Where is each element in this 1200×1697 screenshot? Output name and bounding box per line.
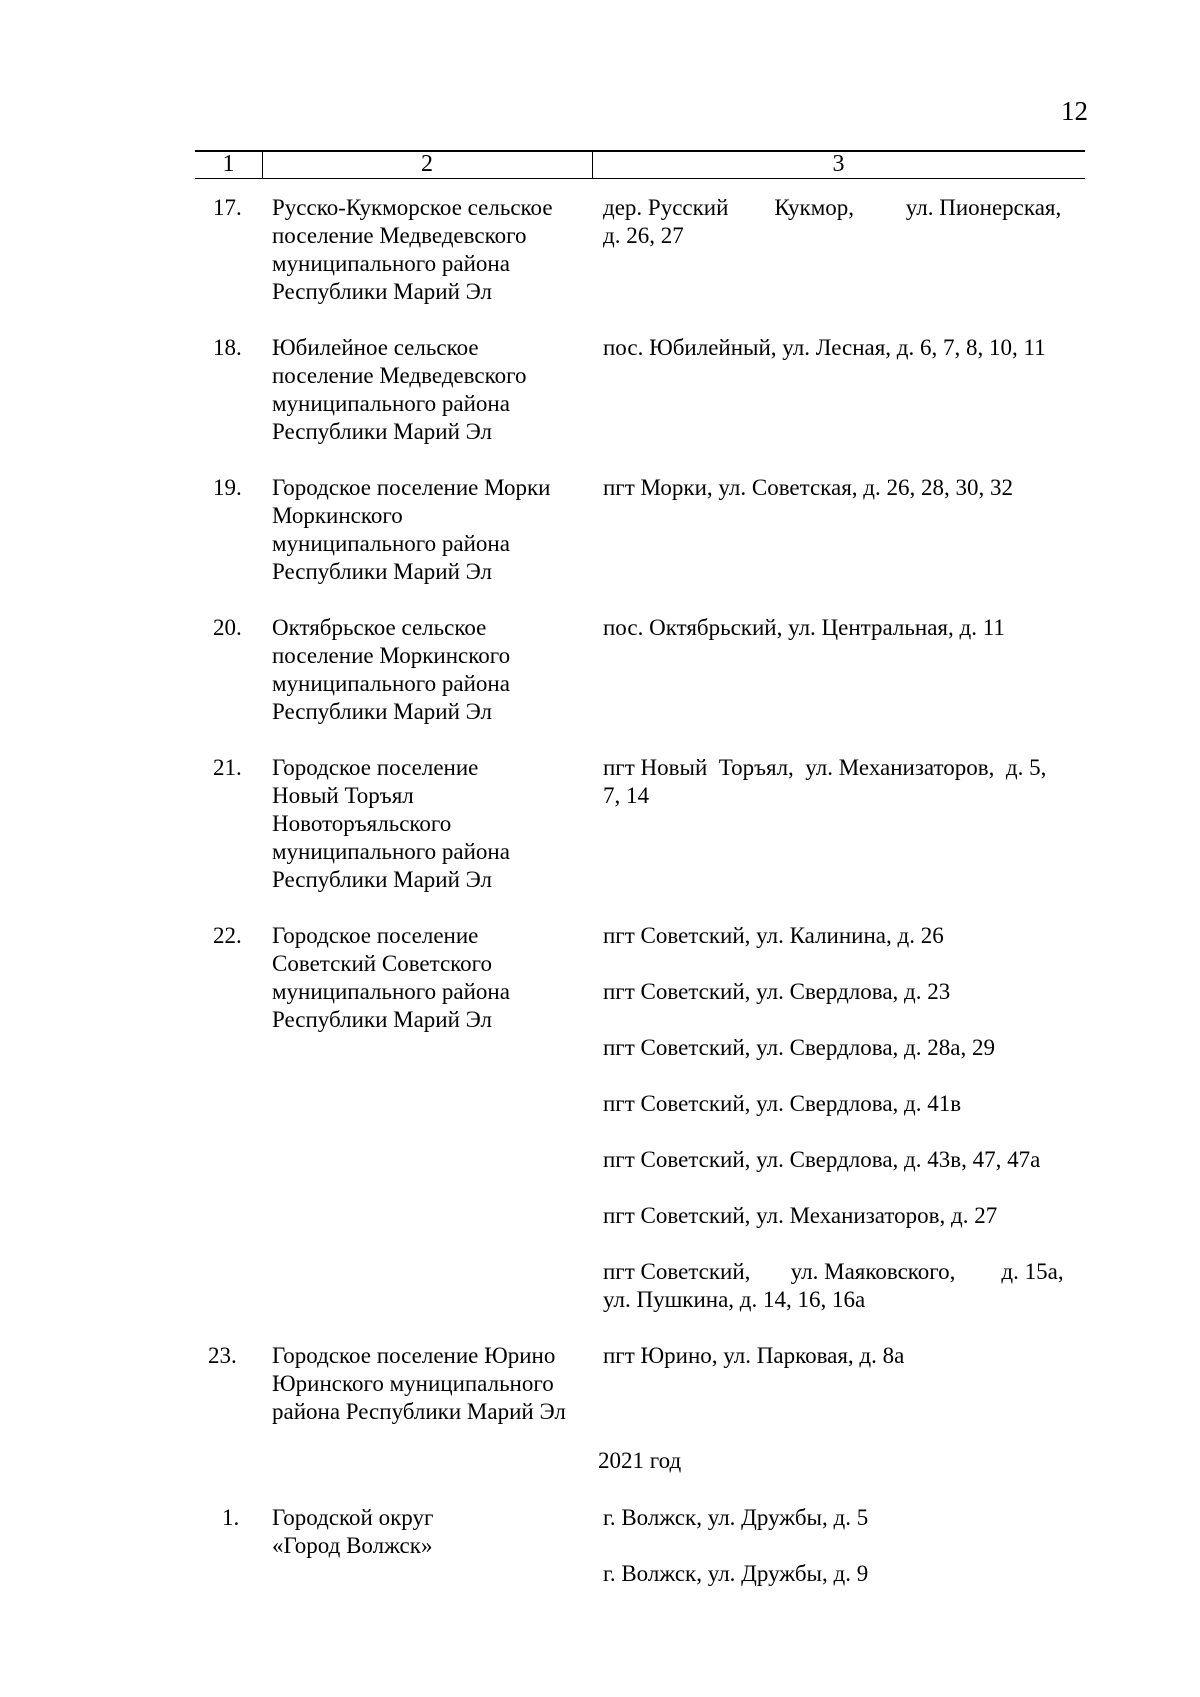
name-line: Городское поселение Морки — [272, 475, 551, 500]
settlement-name — [272, 1504, 592, 1560]
address-line: дер. Русский Кукмор, ул. Пионерская, — [603, 195, 1062, 220]
row-number: 22. — [213, 923, 242, 948]
address: пгт Юрино, ул. Парковая, д. 8а — [603, 1343, 905, 1368]
name-line: Русско-Кукморское сельское — [272, 195, 553, 220]
name-line: района Республики Марий Эл — [272, 1399, 566, 1424]
name-line: Новый Торъял — [272, 783, 414, 808]
settlement-name — [272, 614, 592, 726]
name-line: муниципального района — [272, 251, 510, 276]
address: пгт Советский, ул. Калинина, д. 26 — [603, 923, 944, 948]
settlement-name — [272, 922, 592, 1034]
address — [603, 754, 1083, 810]
name-line: поселение Моркинского — [272, 643, 511, 668]
name-line: Республики Марий Эл — [272, 419, 493, 444]
row-number: 17. — [213, 195, 242, 220]
name-line: Республики Марий Эл — [272, 699, 493, 724]
row-number: 1. — [222, 1505, 240, 1530]
name-line: Городское поселение — [272, 923, 479, 948]
address: пгт Морки, ул. Советская, д. 26, 28, 30, 32 — [603, 475, 1014, 500]
row-number: 20. — [213, 615, 242, 640]
page-number: 12 — [1061, 96, 1088, 126]
name-line: «Город Волжск» — [272, 1533, 433, 1558]
name-line: Моркинского — [272, 503, 403, 528]
name-line: Республики Марий Эл — [272, 559, 493, 584]
name-line: Октябрьское сельское — [272, 615, 487, 640]
settlement-name — [272, 334, 592, 446]
name-line: муниципального района — [272, 979, 510, 1004]
name-line: Городское поселение Юрино — [272, 1343, 556, 1368]
row-number: 18. — [213, 335, 242, 360]
name-line: Юбилейное сельское — [272, 335, 479, 360]
row-number: 23. — [208, 1343, 237, 1368]
name-line: Республики Марий Эл — [272, 867, 493, 892]
address: пгт Советский, ул. Свердлова, д. 23 — [603, 979, 951, 1004]
address: пос. Юбилейный, ул. Лесная, д. 6, 7, 8, 10, 11 — [603, 335, 1046, 360]
name-line: муниципального района — [272, 391, 510, 416]
name-line: муниципального района — [272, 671, 510, 696]
address: пгт Советский, ул. Свердлова, д. 41в — [603, 1091, 962, 1116]
settlement-name — [272, 1342, 592, 1426]
name-line: Республики Марий Эл — [272, 279, 493, 304]
address-line: д. 26, 27 — [603, 223, 684, 248]
settlement-name — [272, 194, 592, 306]
address: г. Волжск, ул. Дружбы, д. 5 — [603, 1505, 869, 1530]
name-line: Республики Марий Эл — [272, 1007, 493, 1032]
address: пгт Советский, ул. Свердлова, д. 28а, 29 — [603, 1035, 995, 1060]
settlement-name — [272, 754, 592, 894]
name-line: Городское поселение — [272, 755, 479, 780]
address — [603, 1258, 1083, 1314]
name-line: Юринского муниципального — [272, 1371, 554, 1396]
address-line: ул. Пушкина, д. 14, 16, 16а — [603, 1287, 866, 1312]
table-header-col1: 1 — [222, 151, 235, 177]
address: пгт Советский, ул. Механизаторов, д. 27 — [603, 1203, 998, 1228]
name-line: Советский Советского — [272, 951, 493, 976]
row-number: 21. — [213, 755, 242, 780]
address-line: пгт Советский, ул. Маяковского, д. 15а, — [603, 1259, 1064, 1284]
name-line: муниципального района — [272, 531, 510, 556]
address: пос. Октябрьский, ул. Центральная, д. 11 — [603, 615, 1005, 640]
address — [603, 194, 1083, 250]
table-header-bottom-rule — [195, 178, 1085, 179]
settlement-name — [272, 474, 592, 586]
address-line: пгт Новый Торъял, ул. Механизаторов, д. 5, — [603, 755, 1047, 780]
table-header-col2: 2 — [421, 151, 433, 177]
table-header-col3: 3 — [832, 151, 845, 177]
name-line: Городской округ — [272, 1505, 434, 1530]
year-heading: 2021 год — [598, 1448, 682, 1473]
name-line: муниципального района — [272, 839, 510, 864]
address: г. Волжск, ул. Дружбы, д. 9 — [603, 1561, 869, 1586]
row-number: 19. — [213, 475, 242, 500]
address-line: 7, 14 — [603, 783, 649, 808]
name-line: Новоторъяльского — [272, 811, 452, 836]
address: пгт Советский, ул. Свердлова, д. 43в, 47, 47а — [603, 1147, 1041, 1172]
name-line: поселение Медведевского — [272, 223, 527, 248]
name-line: поселение Медведевского — [272, 363, 527, 388]
